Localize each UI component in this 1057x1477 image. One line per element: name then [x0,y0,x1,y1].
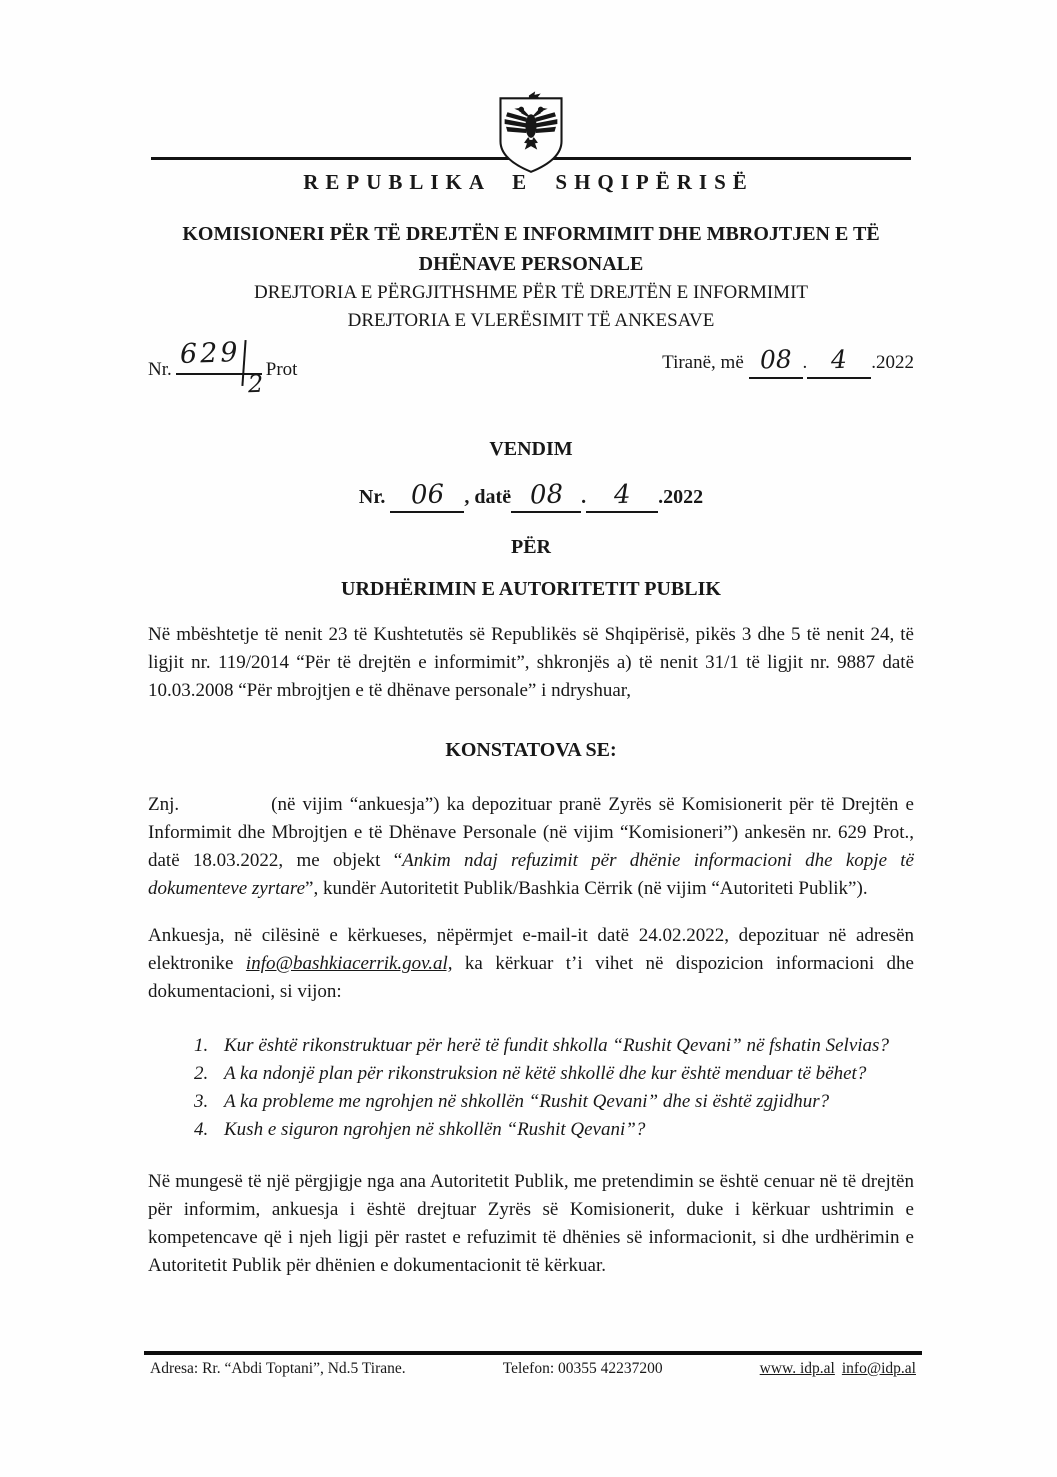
protocol-prefix: Nr. [148,359,172,380]
footer-email-link: info@idp.al [841,1360,916,1377]
conclusion-paragraph: Në mungesë të një përgjigje nga ana Autoritetit Publik, me pretendimin se është cenuar në të drejtën për informim, ankuesja i është drejtuar Zyrës së Komisionerit, duke i kërkuar ushtrimin e kompetencave që i njeh ligji për rastet e refuzimit të dhënies së informacionit, si dhe urdhërimin e Autoritetit Publik për dhënien e dokumentacionit të kërkuar. [148,1171,914,1276]
institution-name-line2: DHËNAVE PERSONALE [418,253,644,275]
place-date: Tiranë, më 08 . 4 .2022 [662,349,914,379]
protocol-number [148,336,298,399]
protocol-subnumber-handwritten: 2 [247,369,265,399]
list-item: 3. A ka probleme me ngrohjen në shkollën “Rushit Qevani” dhe si është zgjidhur? [194,1091,830,1112]
protocol-row [148,336,914,401]
konstatova-heading: KONSTATOVA SE: [445,739,617,761]
institution-name-line1: KOMISIONERI PËR TË DREJTËN E INFORMIMIT DHE MBROJTJEN E TË [182,223,880,245]
question-list [194,1032,914,1144]
decision-number-handwritten: 06 [390,483,464,513]
protocol-number-handwritten: 629 2 [176,349,262,375]
institution-name [148,219,914,279]
footer-links [760,1359,916,1379]
directorate-complaints: DREJTORIA E VLERËSIMIT TË ANKESAVE [347,310,715,331]
document-body [148,219,914,1299]
footer-phone: Telefon: 00355 42237200 [502,1360,663,1377]
list-item: 4. Kush e siguron ngrohjen në shkollën “Rushit Qevani”? [194,1119,646,1140]
directorates [148,279,914,335]
complaint-paragraph: Znj. (në vijim “ankuesja”) ka depozituar pranë Zyrës së Komisionerit për të Drejtën e Informimit dhe Mbrojtjen e të Dhënave Personale (në vijim “Komisioneri”) ankesën nr. 629 Prot., datë 18.03.2022, me objekt “Ankim ndaj refuzimit për dhënie informacioni dhe kopje të dokumenteve zyrtare”, kundër Autoritetit Publik/Bashkia Cërrik (në vijim “Autoriteti Publik”). [148,794,914,899]
decision-date-label: , datë [464,486,512,508]
date-month-handwritten: 4 [807,349,871,379]
complainant-prefix: Znj. [148,794,180,815]
republic-title: REPUBLIKA E SHQIPËRISË [303,170,754,194]
place-date-label: Tiranë, më [662,352,744,373]
complaint-object-italic: Ankim ndaj refuzimit për dhënie informacioni dhe kopje të dokumenteve zyrtare [148,850,914,899]
legal-basis-paragraph: Në mbështetje të nenit 23 të Kushtetutës së Republikës së Shqipërisë, pikës 3 dhe 5 të nenit 24, të ligjit nr. 119/2014 “Për të drejtën e informimit”, shkronjës a) të nenit 31/1 të ligjit nr. 9887 datë 10.03.2008 “Për mbrojtjen e të dhënave personale” i ndryshuar, [148,624,914,701]
decision-month-handwritten: 4 [586,483,658,513]
decision-year: .2022 [658,486,704,508]
directorate-general: DREJTORIA E PËRGJITHSHME PËR TË DREJTËN E INFORMIMIT [253,282,808,303]
decision-number-line: Nr. 06 , datë 08 . 4 .2022 [148,483,914,517]
decision-subject: URDHËRIMIN E AUTORITETIT PUBLIK [341,578,721,600]
date-year: .2022 [871,352,914,373]
date-day-handwritten: 08 [749,349,803,379]
request-paragraph: Ankuesja, në cilësinë e kërkueses, nëpërmjet e-mail-it datë 24.02.2022, depozituar në adresën elektronike info@bashkiacerrik.gov.al, ka kërkuar t’i vihet në dispozicion informacioni dhe dokumentacioni, si vijon: [148,925,914,1002]
footer-divider-line [144,1351,922,1355]
decision-day-handwritten: 08 [511,483,581,513]
municipality-email-link: info@bashkiacerrik.gov.al, [245,953,453,974]
protocol-suffix: Prot [265,359,298,380]
decision-per-heading: PËR [511,536,551,558]
list-item: 1. Kur është rikonstruktuar për herë të fundit shkolla “Rushit Qevani” në fshatin Selvias? [194,1035,889,1056]
footer [150,1359,916,1379]
footer-address: Adresa: Rr. “Abdi Toptani”, Nd.5 Tirane. [150,1360,406,1377]
protocol-slash [242,340,248,386]
list-item: 2. A ka ndonjë plan për rikonstruksion në këtë shkollë dhe kur është menduar të bëhet? [194,1063,867,1084]
decision-title: VENDIM [489,438,573,460]
footer-website-link: www. idp.al [759,1360,835,1377]
albania-eagle-emblem-icon [496,90,566,176]
decision-nr-label: Nr. [358,486,386,508]
